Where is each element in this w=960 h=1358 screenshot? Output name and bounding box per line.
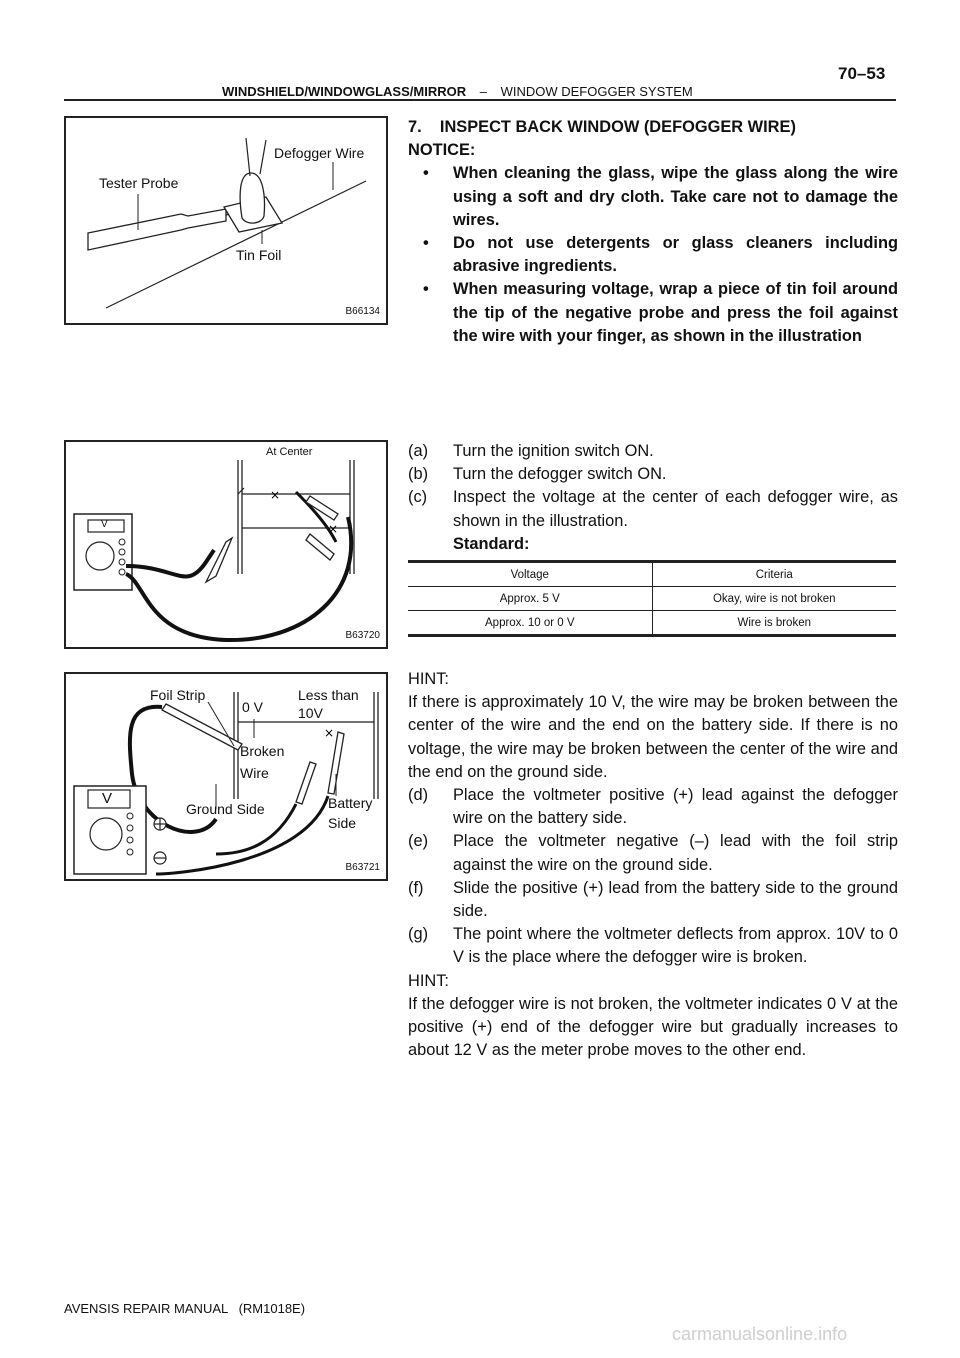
- figure-voltage-at-center: [64, 440, 388, 649]
- label-tin-foil: Tin Foil: [236, 247, 282, 263]
- step-mark: (d): [408, 786, 429, 805]
- step-mark: (g): [408, 925, 429, 944]
- figure-id: B63720: [345, 630, 380, 641]
- steps-a-c: [408, 440, 898, 556]
- label-foil-strip: Foil Strip: [150, 687, 206, 703]
- step-mark: (f): [408, 878, 424, 897]
- step-text: Turn the defogger switch ON.: [453, 465, 667, 484]
- header-section-title: WINDSHIELD/WINDOWGLASS/MIRROR: [222, 84, 467, 99]
- svg-text:×: ×: [324, 726, 335, 740]
- step-text: Slide the positive (+) lead from the battery side to the ground side.: [453, 878, 898, 921]
- table-cell: Approx. 5 V: [408, 587, 652, 611]
- label-battery: Battery: [328, 795, 373, 811]
- hint-text: If there is approximately 10 V, the wire may be broken between the center of the wire and the end on the battery side. If there is no voltage, the wire may be broken between the center of the wire and the end on the ground side.: [408, 693, 898, 781]
- notice-bullet: [408, 278, 898, 348]
- svg-text:×: ×: [270, 488, 281, 502]
- hint-label: HINT:: [408, 971, 449, 990]
- table-row: [408, 611, 896, 636]
- notice-bullet: [408, 232, 898, 278]
- step-item: [408, 830, 898, 876]
- hint-label: HINT:: [408, 670, 449, 688]
- figure-broken-wire: [64, 672, 388, 881]
- header-subsection: WINDOW DEFOGGER SYSTEM: [500, 84, 693, 99]
- label-broken: Broken: [240, 743, 285, 759]
- header-rule: [64, 99, 896, 101]
- notice-block: [408, 116, 898, 348]
- table-header-voltage: Voltage: [408, 562, 652, 587]
- table-header-criteria: Criteria: [652, 562, 896, 587]
- figure-voltage-drawing: [66, 442, 386, 647]
- hint-and-steps: [408, 668, 898, 1062]
- footer-manual: AVENSIS REPAIR MANUAL (RM1018E): [64, 1301, 306, 1316]
- table-cell: Wire is broken: [652, 611, 896, 636]
- hint-text: If the defogger wire is not broken, the voltmeter indicates 0 V at the positive (+) end of the defogger wire but gradually increases to about 12 V as the meter probe moves to the other end.: [408, 994, 898, 1060]
- step-item: [408, 440, 898, 463]
- notice-bullet: [408, 162, 898, 232]
- standard-label: Standard:: [453, 534, 530, 553]
- step-text: Inspect the voltage at the center of each defogger wire, as shown in the illustration.: [453, 488, 898, 530]
- watermark: carmanualsonline.info: [672, 1324, 848, 1344]
- notice-bullet-text: When cleaning the glass, wipe the glass along the wire using a soft and dry cloth. Take care not to damage the wires.: [453, 164, 898, 229]
- label-less-than: Less than: [298, 687, 359, 703]
- notice-bullet-text: Do not use detergents or glass cleaners including abrasive ingredients.: [453, 234, 898, 276]
- bullet-mark: •: [423, 280, 429, 299]
- step-mark: (b): [408, 465, 429, 484]
- spec-table: [408, 560, 896, 637]
- meter-v-label: V: [102, 790, 113, 807]
- label-wire: Wire: [240, 765, 269, 781]
- table-cell: Approx. 10 or 0 V: [408, 611, 652, 636]
- step-7-title: 7. INSPECT BACK WINDOW (DEFOGGER WIRE): [408, 118, 796, 136]
- step-mark: (c): [408, 488, 428, 507]
- figure-tester-probe: [64, 116, 388, 325]
- label-side: Side: [328, 815, 357, 831]
- step-text: The point where the voltmeter deflects from approx. 10V to 0 V is the place where the defogger wire is broken.: [453, 925, 898, 967]
- step-item: [408, 923, 898, 969]
- figure-id: B63721: [345, 862, 380, 873]
- header-section: [222, 84, 693, 99]
- label-at-center: At Center: [266, 446, 313, 458]
- step-text: Place the voltmeter positive (+) lead against the defogger wire on the battery side.: [453, 786, 898, 828]
- step-item: [408, 784, 898, 830]
- table-header-row: [408, 562, 896, 587]
- step-mark: (a): [408, 442, 429, 460]
- label-ten-v: 10V: [298, 705, 323, 721]
- step-item: [408, 463, 898, 486]
- label-ground-side: Ground Side: [186, 801, 265, 817]
- bullet-mark: •: [423, 234, 429, 253]
- notice-label: NOTICE:: [408, 141, 476, 160]
- meter-v-label: V: [101, 519, 108, 530]
- notice-bullet-text: When measuring voltage, wrap a piece of tin foil around the tip of the negative probe and press the foil against the wire with your finger, as shown in the illustration: [453, 280, 898, 345]
- label-zero-v: 0 V: [242, 699, 264, 715]
- bullet-mark: •: [423, 164, 429, 183]
- figure-id: B66134: [345, 306, 380, 317]
- step-mark: (e): [408, 832, 429, 851]
- table-cell: Okay, wire is not broken: [652, 587, 896, 611]
- step-item: [408, 877, 898, 923]
- step-text: Place the voltmeter negative (–) lead with the foil strip against the wire on the ground side.: [453, 832, 898, 874]
- label-defogger-wire: Defogger Wire: [274, 145, 365, 161]
- step-item: [408, 486, 898, 532]
- page-number: 70–53: [838, 64, 886, 83]
- header-separator: –: [479, 84, 487, 99]
- table-row: [408, 587, 896, 611]
- svg-text:×: ×: [328, 522, 339, 536]
- label-tester-probe: Tester Probe: [99, 175, 179, 191]
- step-text: Turn the ignition switch ON.: [453, 442, 654, 460]
- figure-broken-wire-drawing: [66, 674, 386, 879]
